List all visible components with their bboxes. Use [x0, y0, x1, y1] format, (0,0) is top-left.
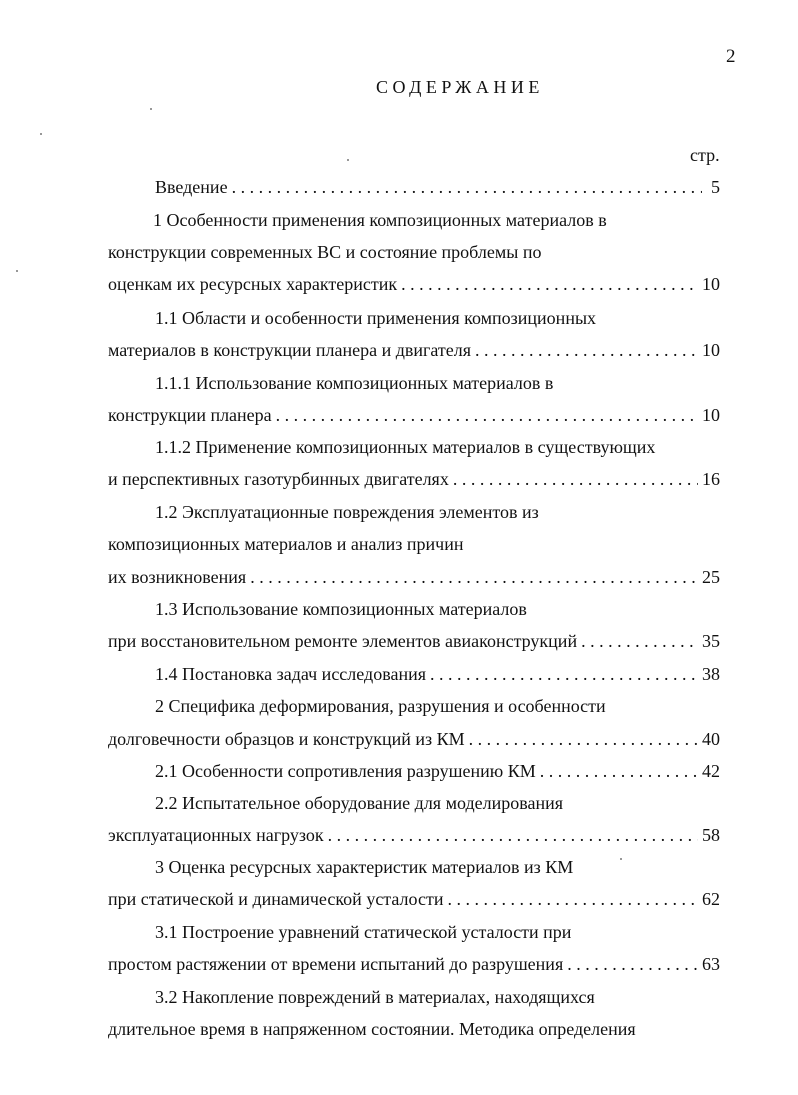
dot-leader — [469, 727, 698, 751]
toc-entry — [155, 175, 720, 199]
toc-entry: 1.1.2 Применение композиционных материалов в существующих — [155, 437, 656, 457]
toc-entry-text: простом растяжении от времени испытаний до разрушения — [108, 954, 564, 974]
toc-entry-text: при статической и динамической усталости — [108, 889, 444, 909]
toc-entry: 1 Особенности применения композиционных материалов в — [153, 210, 607, 230]
page-title: СОДЕРЖАНИЕ — [376, 77, 544, 97]
toc-entry — [108, 338, 720, 362]
dot-leader — [453, 467, 698, 491]
toc-entry-text: при восстановительном ремонте элементов авиаконструкций — [108, 631, 578, 651]
toc-entry-page: 42 — [702, 761, 720, 781]
dot-leader — [475, 338, 698, 362]
toc-entry-page: 63 — [702, 954, 720, 974]
toc-entry: 3.1 Построение уравнений статической усталости при — [155, 922, 572, 942]
dot-leader — [276, 403, 698, 427]
scan-speck — [40, 133, 42, 135]
toc-entry: 3 Оценка ресурсных характеристик материалов из КМ — [155, 857, 574, 877]
toc-entry-page: 58 — [702, 825, 720, 845]
toc-entry: 1.1.1 Использование композиционных материалов в — [155, 373, 554, 393]
toc-entry — [155, 759, 720, 783]
toc-entry: композиционных материалов и анализ причин — [108, 534, 464, 554]
toc-entry — [108, 823, 720, 847]
scan-speck — [16, 270, 18, 272]
toc-entry: 2 Специфика деформирования, разрушения и особенности — [155, 696, 606, 716]
toc-entry: конструкции современных ВС и состояние проблемы по — [108, 242, 542, 262]
toc-entry: 3.2 Накопление повреждений в материалах, находящихся — [155, 987, 595, 1007]
toc-entry — [108, 272, 720, 296]
dot-leader — [401, 272, 698, 296]
dot-leader — [232, 175, 702, 199]
toc-entry: 2.2 Испытательное оборудование для моделирования — [155, 793, 564, 813]
toc-entry-text: и перспективных газотурбинных двигателях — [108, 469, 449, 489]
toc-entry-page: 10 — [702, 405, 720, 425]
toc-entry-page: 5 — [711, 177, 720, 197]
toc-entry: длительное время в напряженном состоянии. Методика определения — [108, 1019, 636, 1039]
toc-entry-text: их возникновения — [108, 567, 247, 587]
page-number: 2 — [726, 46, 736, 67]
toc-entry-page: 35 — [702, 631, 720, 651]
toc-entry — [155, 662, 720, 686]
toc-entry — [108, 403, 720, 427]
toc-entry-page: 25 — [702, 567, 720, 587]
toc-entry-page: 10 — [702, 274, 720, 294]
toc-entry — [108, 565, 720, 589]
toc-entry-page: 38 — [702, 664, 720, 684]
toc-entry-text: долговечности образцов и конструкций из КМ — [108, 729, 465, 749]
toc-entry — [108, 467, 720, 491]
toc-entry-text: эксплуатационных нагрузок — [108, 825, 324, 845]
dot-leader — [567, 952, 698, 976]
toc-entry: 1.1 Области и особенности применения композиционных — [155, 308, 597, 328]
scan-speck — [150, 108, 152, 110]
toc-entry: 1.3 Использование композиционных материалов — [155, 599, 527, 619]
dot-leader — [540, 759, 698, 783]
toc-entry-page: 16 — [702, 469, 720, 489]
toc-entry — [108, 887, 720, 911]
toc-entry-page: 62 — [702, 889, 720, 909]
toc-entry-text: оценкам их ресурсных характеристик — [108, 274, 398, 294]
scan-speck — [347, 159, 349, 161]
dot-leader — [430, 662, 698, 686]
toc-entry — [108, 629, 720, 653]
toc-entry — [108, 727, 720, 751]
toc-entry-text: Введение — [155, 177, 228, 197]
toc-entry-text: 2.1 Особенности сопротивления разрушению КМ — [155, 761, 536, 781]
toc-entry-text: 1.4 Постановка задач исследования — [155, 664, 426, 684]
toc-entry-text: материалов в конструкции планера и двигателя — [108, 340, 472, 360]
scan-speck — [620, 858, 622, 860]
toc-entry-page: 10 — [702, 340, 720, 360]
page-column-label: стр. — [690, 145, 720, 165]
toc-entry-text: конструкции планера — [108, 405, 272, 425]
dot-leader — [447, 887, 698, 911]
dot-leader — [581, 629, 698, 653]
toc-entry: 1.2 Эксплуатационные повреждения элементов из — [155, 502, 539, 522]
toc-entry-page: 40 — [702, 729, 720, 749]
dot-leader — [250, 565, 698, 589]
dot-leader — [328, 823, 698, 847]
toc-entry — [108, 952, 720, 976]
